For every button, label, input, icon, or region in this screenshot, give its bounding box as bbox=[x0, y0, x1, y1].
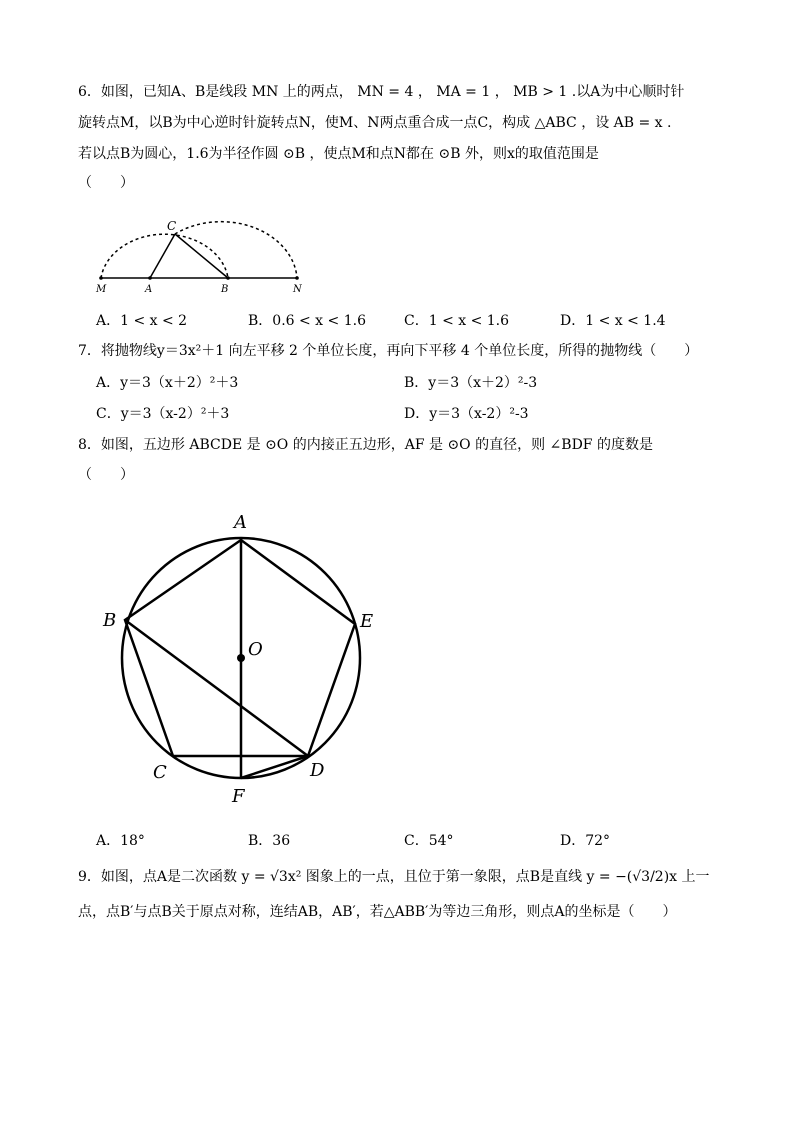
q6-option-a: A．1 < x < 2 bbox=[96, 313, 188, 329]
q7-text-line-1: 7．将抛物线y＝3x²＋1 向左平移 2 个单位长度，再向下平移 4 个单位长度，所得的抛物线（ ） bbox=[78, 343, 699, 359]
q6-point-n bbox=[295, 276, 299, 280]
q8-label-c: C bbox=[153, 762, 167, 783]
q8-label-a: A bbox=[234, 512, 247, 533]
q6-point-a bbox=[148, 276, 152, 280]
q8-segment-bd bbox=[125, 620, 308, 756]
q8-center-point bbox=[237, 654, 245, 662]
q6-option-d: D．1 < x < 1.4 bbox=[560, 313, 666, 329]
q8-option-b: B．36 bbox=[248, 833, 291, 849]
q6-option-c: C．1 < x < 1.6 bbox=[404, 313, 510, 329]
q6-text-line-1: 6．如图，已知A、B是线段 MN 上的两点， MN = 4 ， MA = 1 ， MB > 1 .以A为中心顺时针 bbox=[78, 84, 685, 100]
q6-label-m: M bbox=[96, 284, 107, 292]
q7-option-d: D．y＝3（x-2）²-3 bbox=[404, 406, 529, 422]
q6-label-b: B bbox=[221, 284, 229, 292]
q6-arc-left bbox=[101, 234, 228, 278]
q6-point-b bbox=[226, 276, 230, 280]
q9-text-line-2: 点，点B′与点B关于原点对称，连结AB，AB′，若△ABB′为等边三角形，则点A的坐标是（ ） bbox=[78, 904, 677, 920]
q8-text-line-1: 8．如图，五边形 ABCDE 是 ⊙O 的内接正五边形，AF 是 ⊙O 的直径，则 ∠BDF 的度数是 bbox=[78, 437, 653, 453]
q6-text-line-2: 旋转点M，以B为中心逆时针旋转点N，使M、N两点重合成一点C，构成 △ABC ，设 AB = x . bbox=[78, 115, 672, 131]
q6-point-m bbox=[99, 276, 103, 280]
q8-label-d: D bbox=[310, 760, 325, 781]
q6-segment-cb bbox=[175, 234, 228, 278]
q8-answer-paren: （ ） bbox=[78, 467, 134, 483]
q8-segment-fd bbox=[241, 756, 308, 778]
q8-label-e: E bbox=[360, 611, 374, 632]
q8-option-d: D．72° bbox=[560, 833, 611, 849]
q6-answer-paren: （ ） bbox=[78, 175, 134, 191]
q6-figure bbox=[90, 212, 320, 292]
q8-label-o: O bbox=[248, 639, 263, 660]
q7-option-c: C．y＝3（x-2）²＋3 bbox=[96, 406, 230, 422]
q6-option-b: B．0.6 < x < 1.6 bbox=[248, 313, 366, 329]
q7-option-a: A．y＝3（x＋2）²＋3 bbox=[96, 375, 239, 391]
q8-option-a: A．18° bbox=[96, 833, 145, 849]
q8-figure bbox=[90, 508, 390, 808]
q6-label-a: A bbox=[145, 284, 153, 292]
q6-label-n: N bbox=[293, 284, 302, 292]
q7-option-b: B．y＝3（x＋2）²-3 bbox=[404, 375, 538, 391]
q8-option-c: C．54° bbox=[404, 833, 454, 849]
q6-segment-ac bbox=[150, 234, 175, 278]
q8-label-f: F bbox=[232, 786, 245, 807]
q6-label-c: C bbox=[167, 219, 177, 233]
q9-text-line-1: 9．如图，点A是二次函数 y = √3x² 图象上的一点，且位于第一象限，点B是直线 y = −(√3/2)x 上一 bbox=[78, 869, 710, 885]
q6-text-line-3: 若以点B为圆心，1.6为半径作圆 ⊙B ，使点M和点N都在 ⊙B 外，则x的取值范围是 bbox=[78, 146, 599, 162]
q8-label-b: B bbox=[103, 610, 117, 631]
